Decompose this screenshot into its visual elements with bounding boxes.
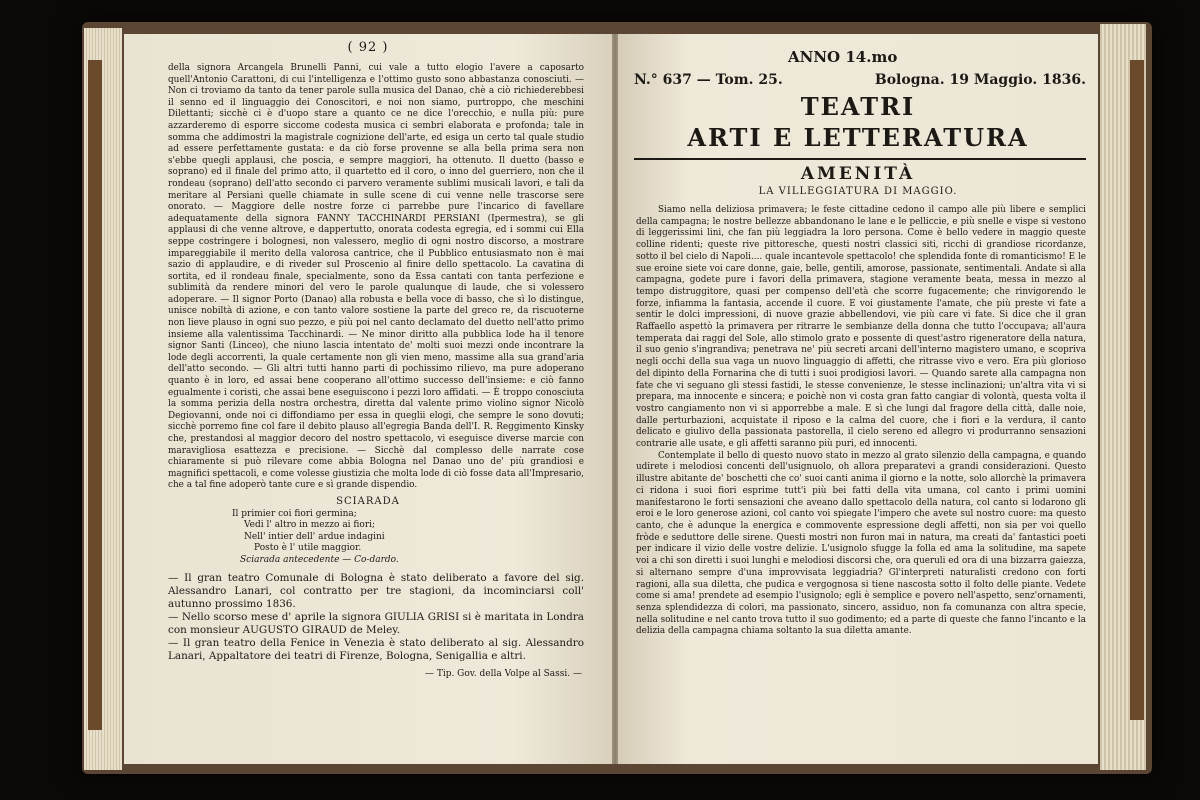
riddle-poem: [232, 509, 612, 567]
right-page: [618, 34, 1098, 764]
news-note: — Il gran teatro della Fenice in Venezia è stato deliberato al sig. Alessandro Lanari, Appaltatore dei teatri di Firenze, Bologna, Senigallia e altri.: [168, 637, 584, 663]
masthead-top: [618, 48, 1098, 72]
riddle-line: Nell' intier dell' ardue indagini: [244, 531, 385, 542]
left-page: [124, 34, 612, 764]
news-note: — Nello scorso mese d' aprile la signora GIULIA GRISI si è maritata in Londra con monsieur AUGUSTO GIRAUD de Meley.: [168, 611, 584, 637]
issue-line: [634, 72, 1086, 88]
riddle-line: Vedi l' altro in mezzo ai fiori;: [244, 520, 376, 531]
review-text: della signora Arcangela Brunelli Panni, cui vale a tutto elogio l'avere a caposarto quell'Antonio Carattoni, di cui l'intelligenza e l'ottimo gusto sono abbastanza conosciuti. — Non ci troviamo da tanto da tener parole sulla musica del Danao, chè a ciò richiederebbesi il senno ed il linguaggio dei Conoscitori, e noi non siamo, purtroppo, che meschini Dilettanti; sicchè ci è d'uopo stare a quanto ce ne dice l'orecchio, e nulla più: pure azzarderemo di esporre siccome codesta musica ci sembri elaborata e profonda; tale in somma che addimostri la magistrale cognizione dell'arte, ed esiga un certo tal quale studio ad essere perfettamente gustata: e da ciò forse provenne se alla bella prima sera non s'ebbe quegli applausi, che poscia, e sempre maggiori, ha ottenuto. Il duetto (basso e soprano) ed il finale del primo atto, il quartetto ed il coro, o inno del guerriero, non che il rondeau (soprano) dell'atto secondo ci parvero veramente sublimi musicali lavori, e tali da meritare al Persiani quelle chiamate in sulle scene di cui venne nelle trascorse sere onorato. — Maggiore delle nostre forze ci parrebbe pure l'incarico di favellare adequatamente della signora FANNY TACCHINARDI PERSIANI (Ipermestra), se gli applausi di che venne altrove, e dappertutto, onorata codesta egregia, ed i sommi cui Ella seppe costringere i bolognesi, non valessero, meglio di ogni nostro discorso, a mostrare impareggiabile il merito della valorosa cantrice, che il Pubblico entusiasmato non è mai sazio di applaudire, e di riveder sul Proscenio al finire dello spettacolo. La cavatina di sortita, ed il rondeau finale, specialmente, sono da Essa cantati con tanta perfezione e sublimità da rendere minori del vero le parole qualunque di laude, che si volessero adoperare. — Il signor Porto (Danao) alla robusta e bella voce di basso, che sì lo distingue, unisce nobiltà di azione, e con tanto valore sostiene la parte del greco re, da riscuoterne non lieve plauso in ogni suo pezzo, e più poi nel canto declamato del duetto nell'atto primo insieme alla valentissima Tacchinardi. — Ne minor diritto alla pubblica lode ha il tenore signor Santi (Linceo), che niuno lascia intentato de' molti suoi mezzi onde incontrare la lode degli accorrenti, la quale certamente non gli vien meno, massime alla sua grand'aria dell'atto secondo. — Gli altri tutti hanno parti di pochissimo rilievo, ma pure adoperano quanto è in loro, ed assai bene cooperano all'ottimo successo dell'insieme: e ciò fanno egualmente i coristi, che assai bene eseguiscono i pezzi loro affidati. — È troppo conosciuta la somma perizia della nostra orchestra, diretta dal valente primo violino signor Nicolò Degiovanni, onde noi ci diffondiamo per essa in queglii elogi, che sempre le sono dovuti; sicchè porremo fine col fare il debito plauso all'egregia Banda dell'I. R. Reggimento Kinsky che, prestandosi al maggior decoro del nostro spettacolo, vi eseguisce diverse marcie con maravigliosa esattezza e precisione. — Sicchè dal complesso delle narrate cose chiaramente si può rilevare come abbia Bologna nel Danao uno de' più grandiosi e magnifici spettacoli, e come volesse giustizia che molta lode di ciò fosse data all'Impresario, che a tal fine adoperò tante cure e sì grande dispendio.: [168, 63, 584, 491]
riddle-line: Il primier coi fiori germina;: [232, 508, 357, 519]
printer-imprint: — Tip. Gov. della Volpe al Sassi. —: [424, 669, 582, 680]
section-heading: AMENITÀ: [800, 164, 916, 184]
journal-title-line2: ARTI E LETTERATURA: [687, 123, 1029, 152]
page-number: ( 92 ): [347, 40, 389, 55]
journal-title-line1: TEATRI: [800, 92, 916, 121]
article-title: LA VILLEGGIATURA DI MAGGIO.: [758, 186, 958, 197]
article-paragraph: Contemplate il bello di questo nuovo stato in mezzo al grato silenzio della campagna, e quando udirete i melodiosi concenti dell'usignuolo, oh allora preparatevi a grandi considerazioni. Questo illustre abitante de' boschetti che co' suoi canti anima il giorno e la notte, solo allorchè la primavera ci ridona i suoi fiori esprime tutt'i più bei fatti della vita umana, col canto i primi uomini manifestarono le forti sensazioni che aveano dallo spettacolo della natura, col canto si lodarono gli eroi e le loro generose azioni, col canto voi spiegate l'impero che avete sul nostro cuore: ma questo canto, che è adunque la energica e commovente espressione degli affetti, non sia per voi quello fròde e seduttore delle sirene. Questi mostri non furon mai in natura, ma creati da' fantastici poeti per indicare il vizio delle vostre delizie. L'usignolo sfugge la folla ed ama la solitudine, ma sapete voi a chi son diretti i suoi lunghi e melodiosi discorsi che, ora queruli ed ora di una bizzarra gaiezza, si alternano sempre d'una improvvisata leggiadria? Gl'interpreti naturalisti credono con forti ragioni, alla sua diletta, che pudica e vergognosa si tiene nascosta sotto il folto delle piante. Vedete come si ama! prendete ad esempio l'usignolo; egli è semplice e povero nell'aspetto, senz'ornamenti, senza splendidezza di colori, ma passionato, sincero, assiduo, non fa comunanza con altra specie, nella solitudine e nel canto trova tutto il suo godimento; ed a parte di queste che fanno l'incanto e la delizia della campagna chiama soltanto la sua diletta amante.: [636, 450, 1086, 637]
year-label: ANNO 14.mo: [788, 48, 898, 66]
news-notes: [168, 572, 584, 663]
place-date: Bologna. 19 Maggio. 1836.: [874, 72, 1086, 88]
article-body: [636, 205, 1086, 638]
masthead-rule: [634, 158, 1086, 160]
riddle-title: SCIARADA: [336, 495, 400, 507]
article-paragraph: Siamo nella deliziosa primavera; le feste cittadine cedono il campo alle più libere e semplici della campagna; le nostre bellezze abbandonano le lane e le pelliccie, e più snelle e vispe si vestono di leggerissimi lini, che fan più leggiadra la loro persona. Come è bello vedere in maggio queste colline ridenti; queste rive pittoresche, questi nostri classici siti, ricchi di grandiose ricordanze, sotto il bel cielo di Napoli.... quale incantevole spettacolo! che splendida fonte di romanticismo! E le sue eroine siete voi care donne, gaie, belle, gentili, amorose, passionate, sentimentali. Andate sì alla campagna, godete pure i favori della primavera, stagione veramente beata, messa in mezzo al tempo distruggitore, quasi per compenso dell'età che scorre fugacemente; che rinvigorendo le forze, infiamma la fantasia, accende il cuore. E voi giustamente l'amate, che più preste vi fate a sentir le dolci impressioni, di nuove grazie abbellendovi, vie più care vi fate. Si dice che il gran Raffaello aspettò la primavera per ritrarre le sembianze della donna che tutto l'occupava; all'aura temperata dai raggi del Sole, allo stimolo grato e possente di quest'astro rigeneratore della natura, il suo genio s'ingrandiva; penetrava ne' più secreti arcani dell'interno magistero umano, e scopriva negli occhi della sua vaga un nuovo linguaggio di affetti, che ritrasse vivo e vero. Era più glorioso del dipinto della Fornarina che di tutti i suoi prodigiosi lavori. — Quando sarete alla campagna non fate che vi seguano gli stessi fastidi, le stesse convenienze, le stesse inclinazioni; un'altra vita vi si prepara, ma innocente e sincera; e poichè non vi costa gran fatto cangiar di volontà, questa volta il vostro cangiamento non vi si apporrebbe a male. E sì che lungi dal fragore della città, dalle noie, dalle perturbazioni, acquistate il riposo e la calma del cuore, che i fiori e la verdura, il canto delicato e giulivo della passionata pastorella, il cielo sereno ed allegro vi produrranno sensazioni contrarie alle usate, e gli affetti saranno più puri, ed innocenti.: [636, 205, 1086, 450]
riddle-line: Posto è l' utile maggior.: [254, 543, 362, 554]
riddle-answer: Sciarada antecedente — Co-dardo.: [240, 554, 399, 565]
issue-number: N.° 637 — Tom. 25.: [634, 72, 783, 88]
left-spine-leather: [88, 60, 102, 730]
right-spine-leather: [1130, 60, 1144, 720]
news-note: — Il gran teatro Comunale di Bologna è stato deliberato a favore del sig. Alessandro Lanari, col contratto per tre stagioni, da incominciarsi coll' autunno prossimo 1836.: [168, 572, 584, 611]
